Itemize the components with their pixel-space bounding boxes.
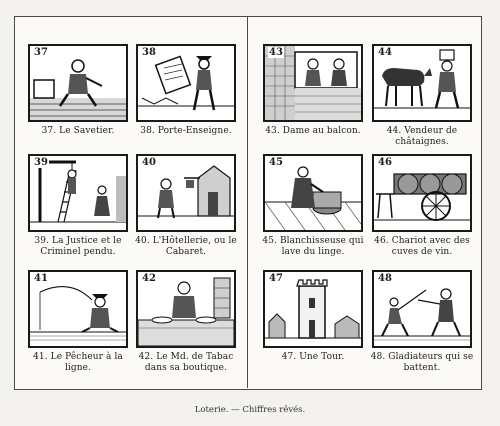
lottery-card <box>257 44 369 137</box>
card-number: 41 <box>34 273 48 284</box>
card-caption: 43. Dame au balcon. <box>265 126 361 136</box>
card-caption: 47. Une Tour. <box>281 352 345 362</box>
card-number: 38 <box>142 47 156 58</box>
card-caption: 46. Chariot avec des cuves de vin. <box>374 236 470 257</box>
lottery-card <box>130 154 242 258</box>
card-illustration <box>372 270 472 348</box>
card-illustration <box>263 154 363 232</box>
card-number: 47 <box>269 273 283 284</box>
lottery-card <box>366 154 478 258</box>
lottery-card <box>366 270 478 374</box>
card-caption: 41. Le Pêcheur à la ligne. <box>33 352 123 373</box>
lottery-card <box>257 270 369 363</box>
lottery-card <box>366 44 478 148</box>
lottery-card <box>22 270 134 374</box>
lottery-card <box>257 154 369 258</box>
lottery-card <box>22 44 134 137</box>
card-number: 44 <box>378 47 392 58</box>
card-number: 42 <box>142 273 156 284</box>
card-illustration <box>372 154 472 232</box>
card-number: 46 <box>378 157 392 168</box>
card-caption: 40. L'Hôtellerie, ou le Cabaret. <box>135 236 237 257</box>
card-number: 40 <box>142 157 156 168</box>
card-caption: 38. Porte-Enseigne. <box>140 126 232 136</box>
figure-caption: Loterie. — Chiffres rêvés. <box>194 405 306 415</box>
card-caption: 48. Gladiateurs qui se battent. <box>370 352 474 373</box>
card-illustration <box>28 270 128 348</box>
card-illustration <box>28 154 128 232</box>
card-caption: 42. Le Md. de Tabac dans sa boutique. <box>138 352 234 373</box>
card-illustration <box>136 44 236 122</box>
card-number: 48 <box>378 273 392 284</box>
card-illustration <box>136 270 236 348</box>
lottery-card <box>22 154 134 258</box>
card-illustration <box>28 44 128 122</box>
card-illustration <box>263 270 363 348</box>
column-divider <box>247 16 248 388</box>
card-caption: 39. La Justice et le Criminel pendu. <box>34 236 122 257</box>
card-number: 45 <box>269 157 283 168</box>
lottery-card <box>130 44 242 137</box>
card-illustration <box>263 44 363 122</box>
card-caption: 37. Le Savetier. <box>41 126 115 136</box>
lottery-card <box>130 270 242 374</box>
card-illustration <box>372 44 472 122</box>
card-caption: 45. Blanchisseuse qui lave du linge. <box>262 236 364 257</box>
card-number: 43 <box>269 47 283 58</box>
card-number: 39 <box>34 157 48 168</box>
card-illustration <box>136 154 236 232</box>
card-number: 37 <box>34 47 48 58</box>
card-caption: 44. Vendeur de châtaignes. <box>386 126 458 147</box>
